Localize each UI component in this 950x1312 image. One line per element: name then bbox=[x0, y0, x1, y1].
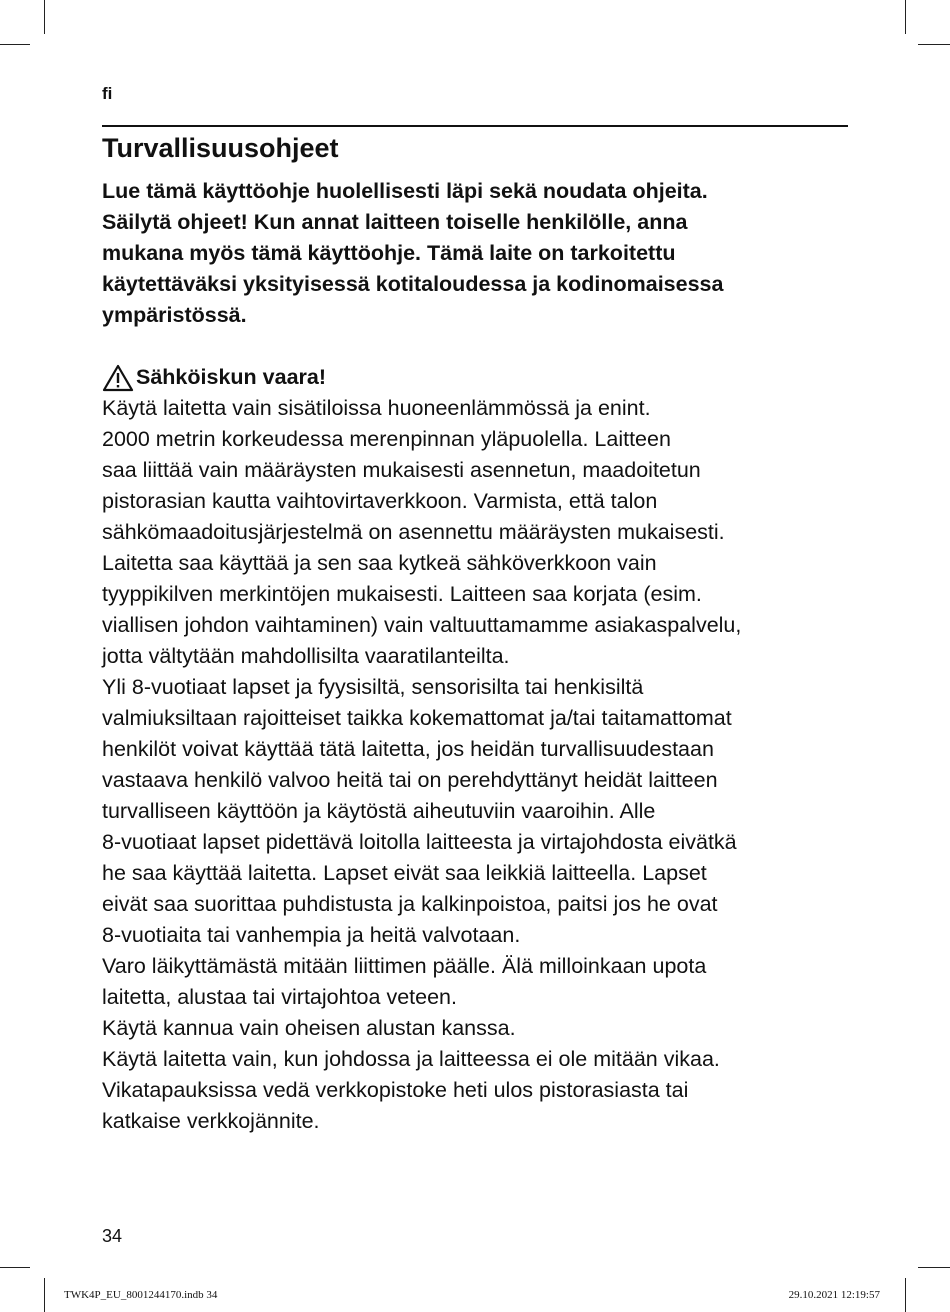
intro-line: Lue tämä käyttöohje huolellisesti läpi sekä noudata ohjeita. bbox=[102, 179, 708, 203]
header-rule bbox=[102, 125, 848, 127]
footer-timestamp: 29.10.2021 12:19:57 bbox=[788, 1289, 880, 1301]
warning-triangle-icon bbox=[102, 364, 134, 392]
body-line: katkaise verkkojännite. bbox=[102, 1109, 320, 1133]
body-line: turvalliseen käyttöön ja käytöstä aiheutuviin vaaroihin. Alle bbox=[102, 799, 656, 823]
warning-heading bbox=[102, 362, 326, 393]
body-line: he saa käyttää laitetta. Lapset eivät saa leikkiä laitteella. Lapset bbox=[102, 861, 707, 885]
body-line: jotta vältytään mahdollisilta vaaratilanteilta. bbox=[102, 644, 510, 668]
intro-line: Säilytä ohjeet! Kun annat laitteen toiselle henkilölle, anna bbox=[102, 210, 688, 234]
body-line: tyyppikilven merkintöjen mukaisesti. Laitteen saa korjata (esim. bbox=[102, 582, 702, 606]
body-line: eivät saa suorittaa puhdistusta ja kalkinpoistoa, paitsi jos he ovat bbox=[102, 892, 718, 916]
body-line: Käytä kannua vain oheisen alustan kanssa. bbox=[102, 1016, 516, 1040]
page-title: Turvallisuusohjeet bbox=[102, 133, 339, 163]
crop-mark bbox=[0, 44, 30, 45]
crop-mark bbox=[44, 1278, 45, 1312]
body-line: saa liittää vain määräysten mukaisesti asennetun, maadoitetun bbox=[102, 458, 701, 482]
intro-line: käytettäväksi yksityisessä kotitaloudessa ja kodinomaisessa bbox=[102, 272, 724, 296]
body-line: Vikatapauksissa vedä verkkopistoke heti ulos pistorasiasta tai bbox=[102, 1078, 689, 1102]
body-line: 8-vuotiaat lapset pidettävä loitolla laitteesta ja virtajohdosta eivätkä bbox=[102, 830, 737, 854]
page-number: 34 bbox=[102, 1226, 123, 1246]
body-line: laitetta, alustaa tai virtajohtoa veteen. bbox=[102, 985, 457, 1009]
body-line: henkilöt voivat käyttää tätä laitetta, jos heidän turvallisuudestaan bbox=[102, 737, 714, 761]
crop-mark bbox=[918, 1267, 950, 1268]
safety-body-text bbox=[102, 393, 862, 1137]
crop-mark bbox=[44, 0, 45, 34]
intro-paragraph bbox=[102, 176, 862, 331]
crop-mark bbox=[905, 1278, 906, 1312]
body-line: Käytä laitetta vain, kun johdossa ja laitteessa ei ole mitään vikaa. bbox=[102, 1047, 720, 1071]
body-line: Varo läikyttämästä mitään liittimen päälle. Älä milloinkaan upota bbox=[102, 954, 707, 978]
intro-line: ympäristössä. bbox=[102, 303, 247, 327]
body-line: 2000 metrin korkeudessa merenpinnan yläpuolella. Laitteen bbox=[102, 427, 671, 451]
language-code: fi bbox=[102, 84, 113, 103]
body-line: Laitetta saa käyttää ja sen saa kytkeä sähköverkkoon vain bbox=[102, 551, 657, 575]
body-line: pistorasian kautta vaihtovirtaverkkoon. Varmista, että talon bbox=[102, 489, 658, 513]
body-line: sähkömaadoitusjärjestelmä on asennettu määräysten mukaisesti. bbox=[102, 520, 725, 544]
crop-mark bbox=[918, 44, 950, 45]
footer-file-info: TWK4P_EU_8001244170.indb 34 bbox=[64, 1289, 218, 1301]
intro-line: mukana myös tämä käyttöohje. Tämä laite on tarkoitettu bbox=[102, 241, 676, 265]
body-line: valmiuksiltaan rajoitteiset taikka kokemattomat ja/tai taitamattomat bbox=[102, 706, 732, 730]
body-line: Käytä laitetta vain sisätiloissa huoneenlämmössä ja enint. bbox=[102, 396, 651, 420]
body-line: 8-vuotiaita tai vanhempia ja heitä valvotaan. bbox=[102, 923, 521, 947]
body-line: viallisen johdon vaihtaminen) vain valtuuttamamme asiakaspalvelu, bbox=[102, 613, 742, 637]
body-line: Yli 8-vuotiaat lapset ja fyysisiltä, sensorisilta tai henkisiltä bbox=[102, 675, 644, 699]
warning-heading-text: Sähköiskun vaara! bbox=[136, 365, 327, 389]
crop-mark bbox=[0, 1267, 30, 1268]
body-line: vastaava henkilö valvoo heitä tai on perehdyttänyt heidät laitteen bbox=[102, 768, 718, 792]
crop-mark bbox=[905, 0, 906, 34]
